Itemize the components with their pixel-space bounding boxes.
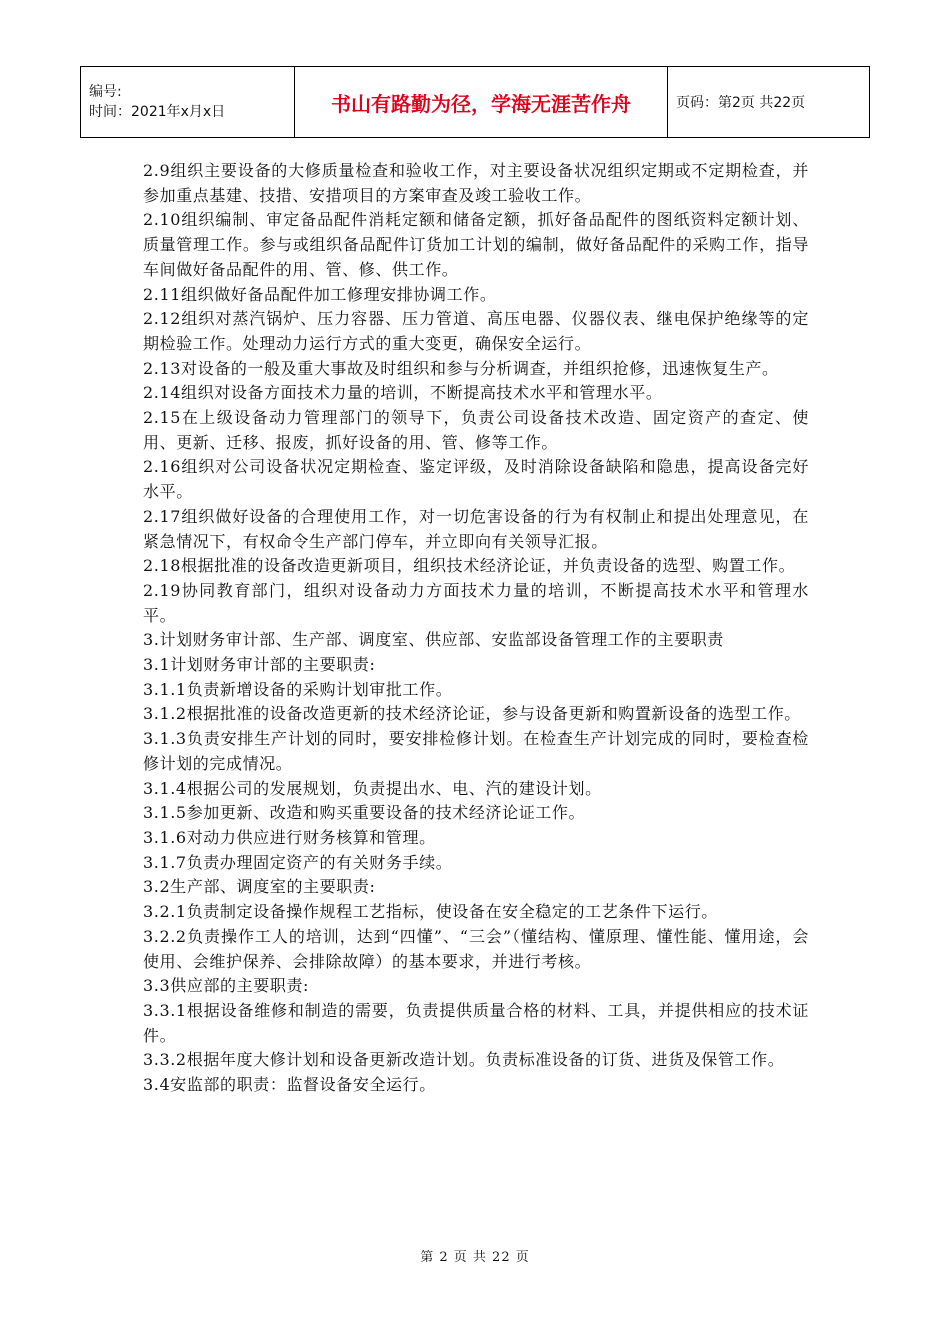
section-heading: 3.计划财务审计部、生产部、调度室、供应部、安监部设备管理工作的主要职责 — [143, 630, 724, 650]
paragraph: 2.10组织编制、审定备品配件消耗定额和储备定额，抓好备品配件的图纸资料定额计划、质量管理工作。参与或组织备品配件订货加工计划的编制，做好备品配件的采购工作，指导车间做好备品配件的用、管、修、供工作。 — [143, 210, 809, 279]
paragraph: 2.9组织主要设备的大修质量检查和验收工作，对主要设备状况组织定期或不定期检查，并参加重点基建、技措、安措项目的方案审查及竣工验收工作。 — [143, 161, 809, 205]
paragraph: 3.1.4根据公司的发展规划，负责提出水、电、汽的建设计划。 — [143, 778, 602, 798]
paragraph: 2.11组织做好备品配件加工修理安排协调工作。 — [143, 284, 497, 304]
subsection-heading: 3.2生产部、调度室的主要职责: — [143, 877, 376, 897]
paragraph: 3.2.1负责制定设备操作规程工艺指标，使设备在安全稳定的工艺条件下运行。 — [143, 902, 718, 922]
paragraph: 2.13对设备的一般及重大事故及时组织和参与分析调查，并组织抢修，迅速恢复生产。 — [143, 358, 779, 378]
paragraph: 2.19协同教育部门，组织对设备动力方面技术力量的培训，不断提高技术水平和管理水平。 — [143, 580, 809, 625]
subsection-heading: 3.1计划财务审计部的主要职责: — [143, 655, 376, 675]
document-body — [143, 159, 809, 1098]
header-page-info: 页码：第2页 共22页 — [668, 67, 870, 138]
paragraph: 2.15在上级设备动力管理部门的领导下，负责公司设备技术改造、固定资产的查定、使用、更新、迁移、报废，抓好设备的用、管、修等工作。 — [143, 408, 809, 452]
paragraph: 3.1.1负责新增设备的采购计划审批工作。 — [143, 679, 453, 699]
paragraph: 3.3.1根据设备维修和制造的需要，负责提供质量合格的材料、工具，并提供相应的技术证件。 — [143, 1000, 809, 1045]
paragraph: 3.3.2根据年度大修计划和设备更新改造计划。负责标准设备的订货、进货及保管工作。 — [143, 1050, 785, 1070]
paragraph: 2.17组织做好设备的合理使用工作，对一切危害设备的行为有权制止和提出处理意见，在紧急情况下，有权命令生产部门停车，并立即向有关领导汇报。 — [143, 506, 809, 551]
page-header — [80, 66, 870, 138]
paragraph: 2.14组织对设备方面技术力量的培训，不断提高技术水平和管理水平。 — [143, 383, 663, 403]
paragraph: 3.4安监部的职责：监督设备安全运行。 — [143, 1075, 436, 1095]
header-meta — [81, 67, 295, 138]
paragraph: 3.1.2根据批准的设备改造更新的技术经济论证，参与设备更新和购置新设备的选型工作。 — [143, 704, 801, 724]
paragraph: 3.1.5参加更新、改造和购买重要设备的技术经济论证工作。 — [143, 803, 586, 823]
page-footer: 第 2 页 共 22 页 — [420, 1250, 530, 1265]
paragraph: 2.12组织对蒸汽锅炉、压力容器、压力管道、高压电器、仪器仪表、继电保护绝缘等的定期检验工作。处理动力运行方式的重大变更，确保安全运行。 — [143, 309, 809, 353]
header-motto: 书山有路勤为径，学海无涯苦作舟 — [295, 67, 668, 138]
document-time: 时间：2021年x月x日 — [89, 104, 226, 120]
paragraph: 3.1.6对动力供应进行财务核算和管理。 — [143, 827, 436, 847]
paragraph: 3.1.7负责办理固定资产的有关财务手续。 — [143, 852, 453, 872]
subsection-heading: 3.3供应部的主要职责: — [143, 976, 310, 996]
paragraph: 3.1.3负责安排生产计划的同时，要安排检修计划。在检查生产计划完成的同时，要检查检修计划的完成情况。 — [143, 729, 809, 773]
document-number-label: 编号: — [89, 84, 122, 100]
paragraph: 3.2.2负责操作工人的培训，达到“四懂”、“三会”（懂结构、懂原理、懂性能、懂用途，会使用、会维护保养、会排除故障）的基本要求，并进行考核。 — [143, 926, 809, 971]
paragraph: 2.16组织对公司设备状况定期检查、鉴定评级，及时消除设备缺陷和隐患，提高设备完好水平。 — [143, 457, 809, 502]
paragraph: 2.18根据批准的设备改造更新项目，组织技术经济论证，并负责设备的选型、购置工作。 — [143, 556, 796, 576]
